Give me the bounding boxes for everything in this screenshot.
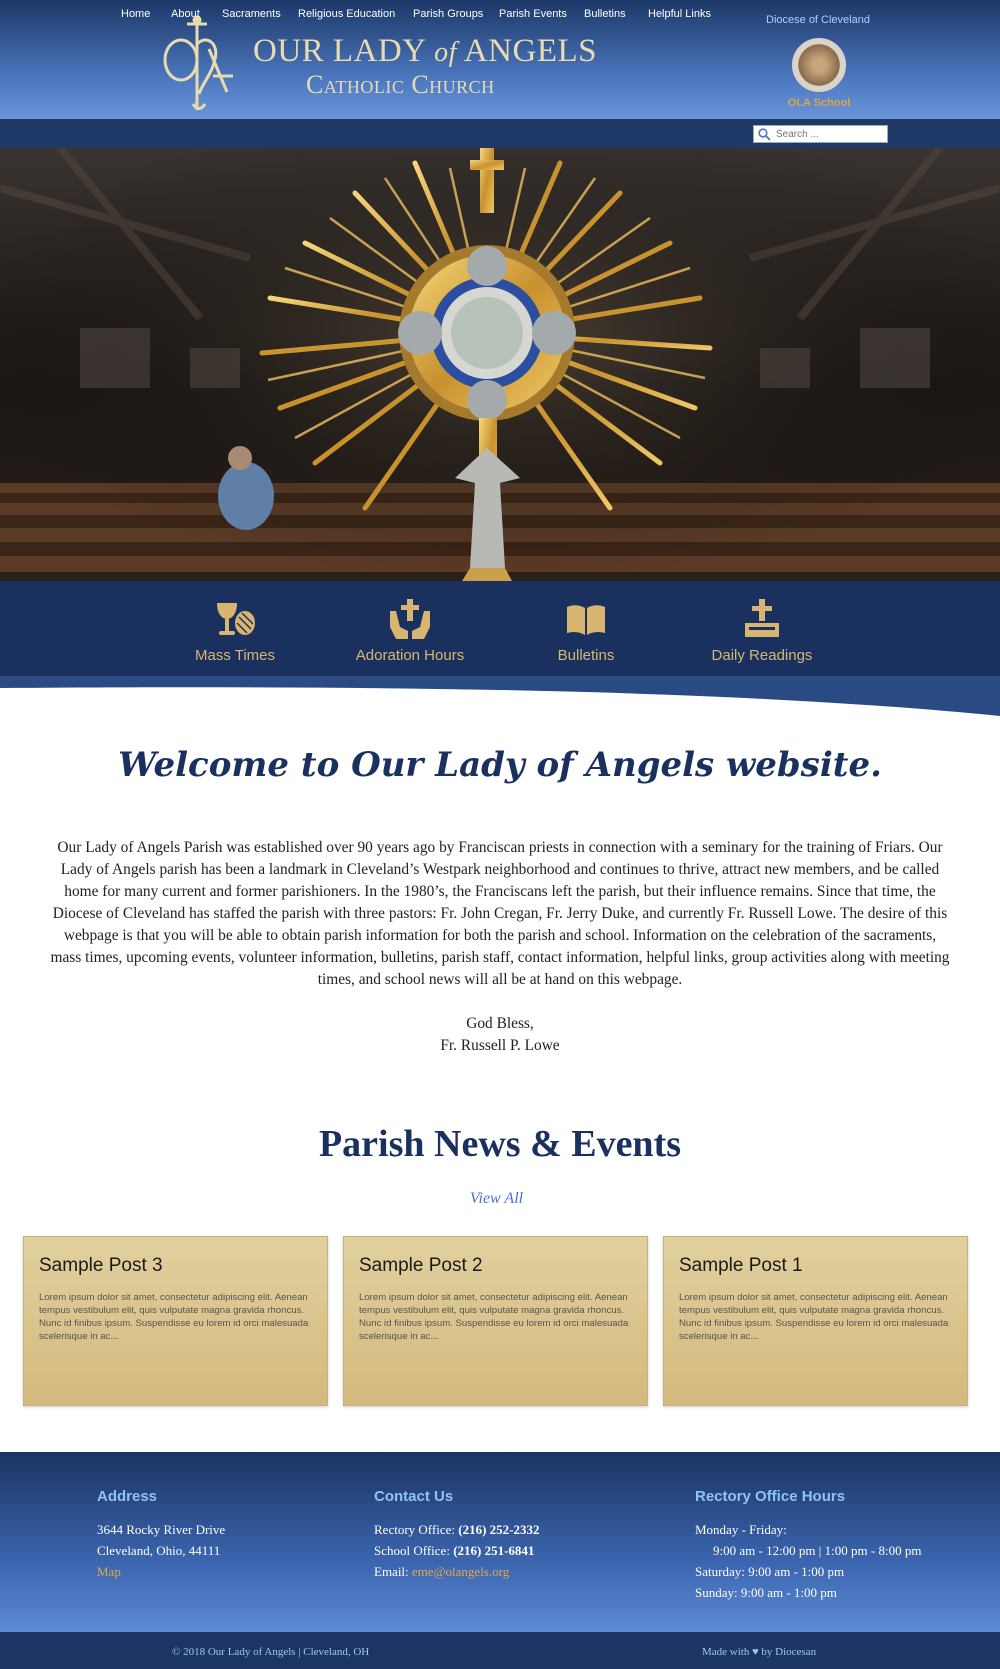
site-title-line1[interactable] (253, 33, 597, 70)
signature-text: Fr. Russell P. Lowe (440, 1037, 560, 1054)
welcome-signature-block (0, 1013, 1000, 1057)
news-card-excerpt: Lorem ipsum dolor sit amet, consectetur adipiscing elit. Aenean tempus vestibulum elit, quis vulputate magna gravida rhoncus. Nunc id finibus ipsum. Suspendisse eu lorem id orci malesuada scelerisque in ac... (359, 1292, 629, 1342)
footer-address (97, 1486, 225, 1582)
nav-item-religious-education[interactable]: Religious Education (298, 8, 396, 20)
footer-heading: Contact Us (374, 1488, 454, 1505)
quick-link-label: Daily Readings (711, 647, 813, 664)
news-card-title[interactable]: Sample Post 3 (39, 1255, 163, 1276)
hours-saturday: Saturday: 9:00 am - 1:00 pm (695, 1564, 845, 1579)
nav-item-sacraments[interactable]: Sacraments (222, 8, 281, 20)
email-label: Email: (374, 1564, 412, 1579)
quick-link-label: Bulletins (557, 647, 615, 664)
address-line: 3644 Rocky River Drive (97, 1522, 226, 1537)
wave-divider (0, 676, 1000, 718)
hours-weekday-label: Monday - Friday: (695, 1522, 787, 1537)
footer-heading: Rectory Office Hours (695, 1488, 846, 1505)
news-card-title[interactable]: Sample Post 2 (359, 1255, 483, 1276)
hands-cross-icon (388, 597, 432, 641)
rectory-phone-line (374, 1519, 539, 1540)
hours-sunday: Sunday: 9:00 am - 1:00 pm (695, 1585, 837, 1600)
search-input[interactable] (776, 127, 884, 142)
quick-link-daily-readings[interactable] (687, 597, 837, 664)
nav-item-helpful-links[interactable]: Helpful Links (648, 8, 711, 20)
nav-item-bulletins[interactable]: Bulletins (584, 8, 626, 20)
view-all-link[interactable]: View All (469, 1190, 524, 1207)
diocese-link[interactable]: Diocese of Cleveland (766, 14, 870, 26)
footer-contact (374, 1486, 539, 1582)
welcome-body: Our Lady of Angels Parish was established over 90 years ago by Franciscan priests in connection with a seminary for the training of Friars. Our Lady of Angels parish has been a landmark in Cleveland’s Westpark neighborhood and continues to thrive, attract new members, and be called home for many current and former parishioners. In the 1980’s, the Franciscans left the parish, but their influence remains. Since that time, the Diocese of Cleveland has staffed the parish with three pastors: Fr. John Cregan, Fr. Jerry Duke, and currently Fr. Russell Lowe. The desire of this webpage is that you will be able to obtain parish information for both the parish and school. Information on the celebration of the sacraments, mass times, upcoming events, volunteer information, bulletins, parish staff, contact information, helpful links, group activities along with meeting times, and school news will all be at hand on this webpage. (50, 839, 950, 988)
footer-bottom-bar (0, 1632, 1000, 1669)
heart-icon: ♥ (752, 1646, 759, 1658)
school-phone[interactable]: (216) 251-6841 (453, 1543, 535, 1558)
quick-link-label: Mass Times (194, 647, 275, 664)
rectory-label: Rectory Office: (374, 1522, 459, 1537)
quick-link-adoration-hours[interactable] (335, 597, 485, 664)
nav-item-about[interactable]: About (171, 8, 200, 20)
hours-weekday: 9:00 am - 12:00 pm | 1:00 pm - 8:00 pm (713, 1543, 922, 1558)
quick-link-label: Adoration Hours (355, 647, 465, 664)
news-card[interactable] (343, 1236, 648, 1406)
title-part: ANGELS (456, 33, 597, 69)
news-card[interactable] (663, 1236, 968, 1406)
nav-item-home[interactable]: Home (121, 8, 151, 20)
title-of: of (434, 37, 457, 68)
school-badge-icon[interactable] (792, 38, 846, 92)
news-card-excerpt: Lorem ipsum dolor sit amet, consectetur adipiscing elit. Aenean tempus vestibulum elit, quis vulputate magna gravida rhoncus. Nunc id finibus ipsum. Suspendisse eu lorem id orci malesuada scelerisque in ac... (679, 1292, 949, 1342)
quick-link-mass-times[interactable] (160, 597, 310, 664)
address-line: Cleveland, Ohio, 44111 (97, 1543, 221, 1558)
email-line (374, 1561, 539, 1582)
title-part: OUR LADY (253, 33, 435, 69)
nav-item-parish-events[interactable]: Parish Events (499, 8, 567, 20)
search-box (753, 125, 888, 143)
footer-heading: Address (97, 1488, 158, 1505)
open-book-icon (564, 597, 608, 641)
closing-text: God Bless, (466, 1015, 534, 1032)
news-section-title: Parish News & Events (318, 1123, 682, 1165)
news-card[interactable] (23, 1236, 328, 1406)
made-with-text: Made with (702, 1646, 753, 1658)
bible-cross-icon (740, 597, 784, 641)
map-link[interactable]: Map (97, 1564, 121, 1579)
made-with-credit[interactable] (702, 1646, 816, 1658)
school-link[interactable]: OLA School (787, 97, 851, 109)
made-with-text: by Diocesan (758, 1646, 817, 1658)
hero-image (0, 148, 1000, 581)
welcome-title: Welcome to Our Lady of Angels website. (118, 745, 882, 785)
news-card-excerpt: Lorem ipsum dolor sit amet, consectetur adipiscing elit. Aenean tempus vestibulum elit, quis vulputate magna gravida rhoncus. Nunc id finibus ipsum. Suspendisse eu lorem id orci malesuada scelerisque in ac... (39, 1292, 309, 1342)
email-link[interactable]: eme@olangels.org (411, 1564, 510, 1579)
ola-monogram-logo[interactable] (157, 14, 237, 112)
quick-link-bulletins[interactable] (511, 597, 661, 664)
school-phone-label: School Office: (374, 1543, 454, 1558)
site-title-line2[interactable]: Catholic Church (306, 70, 495, 99)
monstrance-photo (0, 148, 1000, 581)
search-icon[interactable] (758, 128, 771, 141)
quick-links-bar (0, 581, 1000, 677)
footer-hours (695, 1486, 921, 1603)
copyright-text: © 2018 Our Lady of Angels | Cleveland, OH (172, 1646, 370, 1658)
rectory-phone[interactable]: (216) 252-2332 (458, 1522, 540, 1537)
nav-item-parish-groups[interactable]: Parish Groups (413, 8, 484, 20)
school-phone-line (374, 1540, 539, 1561)
news-card-title[interactable]: Sample Post 1 (679, 1255, 803, 1276)
chalice-bread-icon (213, 597, 257, 641)
